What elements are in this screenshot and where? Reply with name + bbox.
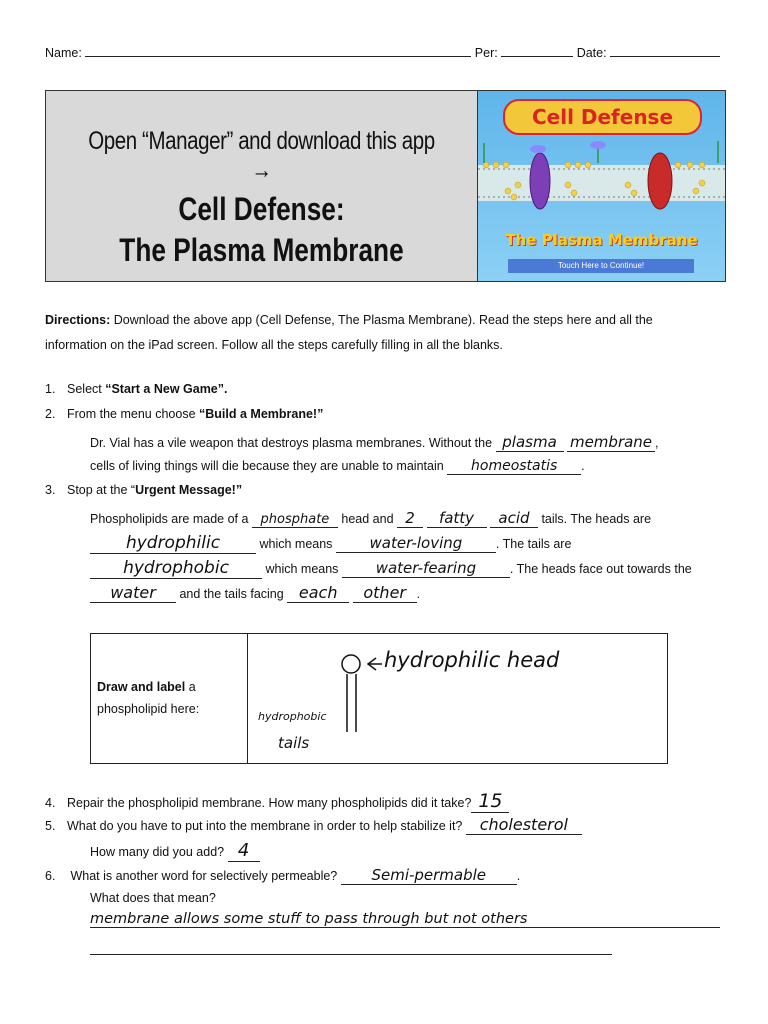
app-screenshot [478, 91, 725, 281]
annotation-tail-1: hydrophobic [258, 710, 327, 723]
sentence-text: and the tails facing [176, 587, 288, 601]
annotation-head: hydrophilic head [384, 648, 560, 672]
app-title: Cell Defense [503, 99, 702, 135]
phospholipid-head [342, 655, 360, 673]
sentence-text: which means [256, 537, 336, 551]
draw-label-bold: Draw and label [97, 680, 186, 694]
step-2 [45, 407, 323, 421]
answer-water-loving[interactable]: water-loving [336, 534, 496, 553]
membrane-illustration [478, 135, 725, 225]
step-number: 2. [45, 407, 56, 421]
name-field[interactable] [85, 56, 471, 57]
sentence-text: Phospholipids are made of a [90, 512, 252, 526]
step-text: Select [67, 382, 106, 396]
sentence-text: head and [337, 512, 398, 526]
directions-text-2: information on the iPad screen. Follow all the steps carefully filling in all the blanks. [45, 338, 503, 352]
arrow-icon [368, 658, 382, 670]
answer-plasma[interactable]: plasma [496, 433, 564, 452]
draw-label-rest: a [185, 680, 196, 694]
step-2-line-a: Dr. Vial has a vile weapon that destroys plasma membranes. Without the plasma membrane , [90, 433, 659, 451]
annotation-tail-2: tails [278, 734, 310, 752]
per-field[interactable] [501, 56, 573, 57]
step-bold: Urgent Message!” [135, 483, 243, 497]
step-text: Repair the phospholipid membrane. How many phospholipids did it take? [67, 796, 472, 810]
answer-fatty[interactable]: fatty [427, 509, 487, 528]
step-text: Stop at the “ [67, 483, 136, 497]
step-number: 1. [45, 382, 56, 396]
step-3 [45, 483, 242, 497]
answer-hydrophilic[interactable]: hydrophilic [90, 533, 256, 554]
answer-four[interactable]: 4 [228, 840, 260, 862]
banner-line-1: Open “Manager” and download this app → [88, 127, 435, 184]
sentence-text: cells of living things will die because they are unable to maintain [90, 459, 448, 473]
answer-meaning[interactable]: membrane allows some stuff to pass through but not others [90, 911, 720, 928]
answer-water[interactable]: water [90, 583, 176, 603]
directions [45, 308, 725, 358]
directions-text-1: Download the above app (Cell Defense, The Plasma Membrane). Read the steps here and all the [110, 313, 653, 327]
answer-homeostatis[interactable]: homeostatis [447, 458, 581, 475]
per-label: Per: [474, 46, 498, 60]
step-text: From the menu choose [67, 407, 200, 421]
step-number: 5. [45, 819, 56, 833]
answer-acid[interactable]: acid [490, 509, 538, 528]
step-number: 4. [45, 796, 56, 810]
step-3-line-a [90, 509, 651, 528]
directions-label: Directions: [45, 313, 111, 327]
answer-membrane[interactable]: membrane [567, 433, 655, 452]
banner-instructions [46, 91, 478, 281]
banner-line-2: Cell Defense: [178, 191, 345, 227]
answer-water-fearing[interactable]: water-fearing [342, 559, 510, 578]
answer-meaning-line-2[interactable] [90, 940, 612, 955]
draw-label-cell [91, 634, 248, 763]
draw-phospholipid-table [90, 633, 668, 764]
step-bold: “Start a New Game”. [105, 382, 228, 396]
step-3-line-b [90, 533, 571, 554]
step-number: 3. [45, 483, 56, 497]
step-4 [45, 790, 509, 813]
sentence-text: . The tails are [495, 537, 572, 551]
draw-label-line2: phospholipid here: [97, 702, 200, 716]
answer-other[interactable]: other [353, 583, 417, 603]
answer-semi-permeable[interactable]: Semi-permable [341, 866, 517, 885]
answer-fifteen[interactable]: 15 [471, 790, 509, 813]
step-3-line-d: water and the tails facing each other . [90, 583, 420, 603]
date-field[interactable] [610, 56, 720, 57]
sentence-text: . The heads face out towards the [509, 562, 692, 576]
banner [45, 90, 726, 282]
continue-button[interactable]: Touch Here to Continue! [508, 259, 694, 273]
step-bold: “Build a Membrane!” [199, 407, 324, 421]
sentence-text: How many did you add? [90, 845, 228, 859]
sentence-text: What does that mean? [90, 891, 216, 905]
sentence-text: tails. The heads are [537, 512, 652, 526]
step-number: 6. [45, 869, 56, 883]
step-3-line-c [90, 558, 692, 579]
step-6: 6. What is another word for selectively permeable? Semi-permable . [45, 866, 521, 884]
banner-line-3: The Plasma Membrane [119, 232, 404, 268]
answer-hydrophobic[interactable]: hydrophobic [90, 558, 262, 579]
answer-each[interactable]: each [287, 583, 349, 603]
answer-cholesterol[interactable]: cholesterol [466, 815, 582, 835]
date-label: Date: [576, 46, 607, 60]
sentence-text: Dr. Vial has a vile weapon that destroys plasma membranes. Without the [90, 436, 496, 450]
sentence-text: which means [262, 562, 342, 576]
step-2-line-b: cells of living things will die because they are unable to maintain homeostatis . [90, 458, 585, 474]
drawing-area[interactable] [248, 634, 667, 763]
step-5 [45, 815, 582, 835]
step-text: What do you have to put into the membrane in order to help stabilize it? [67, 819, 466, 833]
answer-phosphate[interactable]: phosphate [252, 512, 338, 528]
step-text: What is another word for selectively permeable? [67, 869, 341, 883]
header-row [45, 46, 723, 66]
step-6-line-b [90, 891, 216, 905]
step-5-line-b [90, 840, 260, 862]
app-subtitle: The Plasma Membrane [505, 231, 698, 249]
step-1 [45, 382, 227, 396]
answer-two[interactable]: 2 [397, 509, 423, 528]
name-label: Name: [45, 46, 82, 60]
